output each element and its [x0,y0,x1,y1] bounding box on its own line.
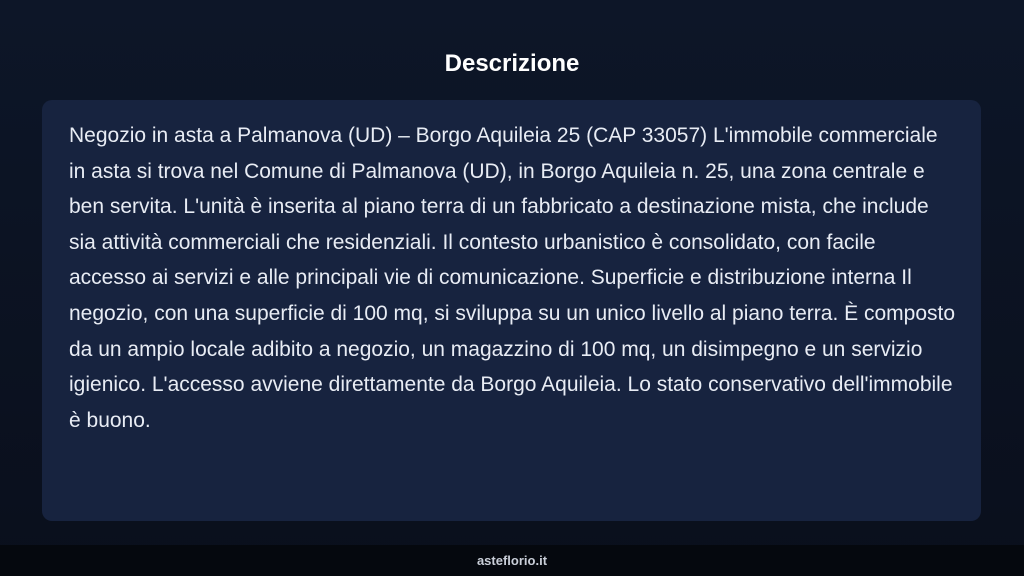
description-card [42,100,981,521]
footer-site-label: asteflorio.it [476,553,548,568]
description-text: Negozio in asta a Palmanova (UD) – Borgo Aquileia 25 (CAP 33057) L'immobile commerciale in asta si trova nel Comune di Palmanova (UD), in Borgo Aquileia n. 25, una zona centrale e ben servita. L'unità è inserita al piano terra di un fabbricato a destinazione mista, che include sia attività commerciali che residenziali. Il contesto urbanistico è consolidato, con facile accesso ai servizi e alle principali vie di comunicazione. Superficie e distribuzione interna Il negozio, con una superficie di 100 mq, si sviluppa su un unico livello al piano terra. È composto da un ampio locale adibito a negozio, un magazzino di 100 mq, un disimpegno e un servizio igienico. L'accesso avviene direttamente da Borgo Aquileia. Lo stato conservativo dell'immobile è buono. [69,124,956,432]
page-title: Descrizione [444,50,580,77]
